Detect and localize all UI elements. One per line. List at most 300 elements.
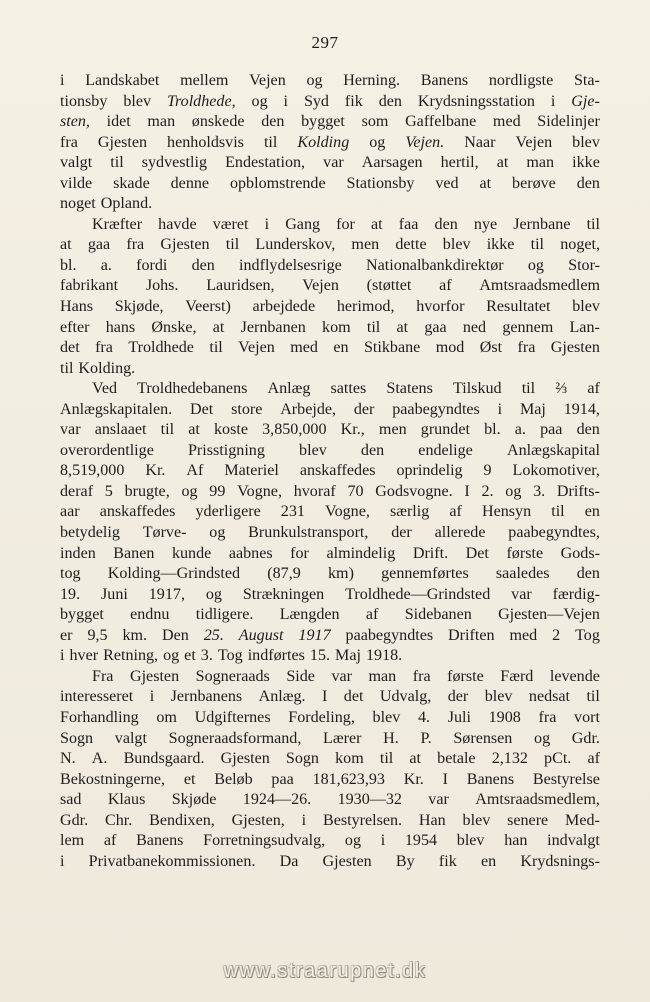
word: ikke [486,236,515,254]
word: Forretningsudvalg, [203,832,326,850]
word: 231 [280,503,305,521]
word: var [323,154,344,172]
text-line [60,174,600,195]
word: hvoraf [293,482,336,500]
word: indførtes [247,647,305,665]
word: i [550,92,556,110]
word: mellem [180,72,229,89]
word: første [447,667,484,685]
word: Af [186,462,204,480]
word: Bendixen, [149,811,215,829]
word: yderligere [195,503,261,521]
body-text [60,71,600,872]
word: Gjesten—Vejen [498,606,600,624]
word: en [333,339,349,357]
word: man [147,113,176,131]
word: sten, [60,113,90,131]
word: for [290,544,309,562]
word: havde [158,215,197,233]
word: Tog [575,626,600,644]
word: saaledes [495,565,550,583]
word: efter [60,318,90,336]
word: Krydsnings- [520,852,600,870]
text-line [60,318,600,339]
word: tionsby [60,92,108,110]
text-line [60,605,600,626]
word: mod [435,339,465,357]
word: Vejen. [405,133,445,151]
word: faa [398,215,419,233]
word: ønskede [191,113,245,131]
word: til [530,236,545,254]
word: Skjøde, [114,298,164,316]
text-line [60,523,600,544]
word: Udgifternes [194,708,271,726]
text-line [60,215,600,236]
word: indvalgt [547,832,600,850]
word: Amtsraadsmedlem, [475,791,600,809]
word: at [409,750,422,768]
word: indflydelsesrige [239,256,342,274]
text-line [60,811,600,832]
word: aabnes [228,544,273,562]
word: bl. [484,421,501,439]
text-line [60,708,600,729]
word: Gang [285,215,321,233]
text-line [60,420,600,441]
word: Gdr. [571,729,600,747]
word: hvorfor [416,298,465,316]
word: henholdsvis [167,133,244,151]
word: noget, [560,236,600,254]
word: skade [113,174,150,192]
word: 25. [203,626,224,644]
word: Side [286,667,315,685]
word: til [209,339,223,357]
text-line [60,564,600,585]
word: Fordeling, [288,708,355,726]
word: Beløb [214,770,253,788]
word: men [351,236,380,254]
word: 15. [309,647,331,665]
word: Drifts- [556,482,600,500]
word: Bestyrelse [532,770,600,788]
text-line [60,194,600,215]
word: Banens [420,72,469,89]
word: 99 [209,482,226,500]
word: Vogne, [237,482,282,500]
word: Vejen [515,133,553,151]
word: Driften [448,626,495,644]
word: fordi [136,256,168,274]
page-number: 297 [311,33,339,52]
word: særlig [389,503,430,521]
word: 2 [552,626,561,644]
word: anslaaet [94,421,147,439]
word: Drift. [412,544,449,562]
word: Krydsningsstation [417,92,535,110]
word: Den [162,626,189,644]
word: Forhandling [60,708,139,726]
word: Maj [519,400,546,418]
word: Han [418,811,446,829]
word: til [60,359,74,377]
word: et [184,647,196,665]
word: Stikbane [363,339,421,357]
text-line [60,482,600,503]
word: Lauridsen, [206,277,275,295]
word: noget [60,195,96,213]
word: i [301,811,307,829]
text-line [60,646,600,667]
word: Godsvogne. [375,482,453,500]
word: By [395,852,415,870]
word: valgt [114,729,147,747]
text-line [60,400,600,421]
word: Gjesten, [231,811,285,829]
word: af [449,503,462,521]
word: fabrikant [60,277,119,295]
word: er [60,626,73,644]
word: sattes [330,380,367,398]
word: Ved [92,380,118,398]
word: Gods- [560,544,600,562]
word: paabegyndtes [345,626,434,644]
word: a. [100,256,112,274]
word: Nationalbankdirektør [366,256,504,274]
text-line [60,112,600,133]
word: det [60,339,80,357]
text-line [60,235,600,256]
text-line [60,133,600,154]
word: Johs. [145,277,179,295]
word: Vejen [249,72,286,89]
word: Sogneraadsformand, [168,729,302,747]
website-watermark: www.straarupnet.dk [223,960,427,982]
word: og [163,647,180,665]
word: Privatbanekommissionen. [88,852,256,870]
word: Lærer [323,729,362,747]
word: gaa [87,236,111,254]
word: almindelig [326,544,396,562]
word: Sogneraads [195,667,270,685]
word: tog [60,565,81,583]
word: Vogne, [325,503,370,521]
text-line [60,297,600,318]
word: Øst [479,339,503,357]
word: Sidebanen [404,606,472,624]
word: Stationsby [346,174,415,192]
word: Banens [466,770,515,788]
word: vort [574,708,600,726]
word: (87,9 [267,565,301,583]
word: Jernbanens [170,688,243,706]
text-line [60,729,600,750]
text-line [60,831,600,852]
word: August [238,626,284,644]
word: 9 [483,462,492,480]
word: gennem [502,318,554,336]
word: Udvalg, [379,688,432,706]
text-line [60,256,600,277]
word: var [331,667,353,685]
word: endelige [418,441,473,459]
word: en [480,852,497,870]
word: blev [462,811,491,829]
word: Anlægskapital [506,441,600,459]
word: N. [60,750,76,768]
word: til [586,215,600,233]
word: i [149,688,155,706]
word: men [378,421,407,439]
word: at [212,318,225,336]
text-line [60,626,600,647]
word: at [496,154,509,172]
word: Anlæg. [258,688,306,706]
word: 3. [533,482,546,500]
word: bygget [301,113,345,131]
word: 3,850,000 [262,421,327,439]
word: til [110,154,124,172]
word: paabegyndtes, [508,524,600,542]
word: vilde [60,174,93,192]
word: blev [442,236,471,254]
word: Anlæg [267,380,311,398]
word: og [505,482,522,500]
word: i [60,72,65,89]
word: Endestation, [225,154,306,172]
word: Gjesten [129,667,180,685]
word: paabegyndtes [392,400,480,418]
word: grundet [420,421,470,439]
word: Amtsraadsmedlem [479,277,600,295]
word: denne [170,174,210,192]
text-line [60,687,600,708]
text-line [60,461,600,482]
word: der [353,400,375,418]
word: Med- [565,811,600,829]
word: den [261,113,285,131]
word: Lan- [569,318,600,336]
word: Landskabet [85,72,160,89]
word: fra [517,339,536,357]
word: Det [190,400,214,418]
word: 70 [347,482,364,500]
word: været [212,215,249,233]
word: Kr., [340,421,365,439]
word: gaa [424,318,447,336]
word: og [369,133,386,151]
word: man [526,154,555,172]
word: Materiel [224,462,279,480]
word: hertil, [440,154,479,172]
word: Troldhede [128,339,194,357]
word: Fra [92,667,114,685]
word: Tog [217,647,243,665]
word: Kolding—Grindsted [107,565,241,583]
word: at [396,318,409,336]
word: arbejdede [252,298,316,316]
word: til [160,421,175,439]
word: nordligste [488,72,554,89]
text-line [60,441,600,462]
word: var [60,421,81,439]
word: til [521,380,536,398]
word: 181,623,93 [312,770,385,788]
word: Naar [464,133,496,151]
word: Veerst) [185,298,231,316]
word: tidligere. [195,606,254,624]
word: Troldhede—Grindsted [345,585,491,603]
word: nedsat [528,688,571,706]
word: at [371,215,383,233]
word: Gaffelbane [405,113,477,131]
word: og [209,524,226,542]
word: H. [383,729,399,747]
word: den [360,441,385,459]
word: 1917, [148,585,185,603]
word: Sørensen [453,729,513,747]
word: blev [123,92,152,110]
word: Jernbane [513,215,571,233]
word: Færd [500,667,534,685]
word: den [191,256,215,274]
word: til [551,503,565,521]
word: berøve [512,174,556,192]
word: Lokomotiver, [512,462,600,480]
word: Kr. [145,462,166,480]
word: Brunkulstransport, [248,524,369,542]
word: en [584,503,600,521]
word: opblomstrende [229,174,326,192]
word: I [464,482,470,500]
text-line [60,770,600,791]
word: Kolding [297,133,350,151]
word: den [434,215,458,233]
text-line [60,92,600,113]
word: i [497,400,503,418]
word: i [60,852,65,870]
word: fra [60,133,78,151]
word: Strækningen [242,585,325,603]
word: at [60,236,72,254]
word: levende [549,667,600,685]
word: af [103,832,117,850]
text-line [60,276,600,297]
word: aar [60,503,80,521]
word: Gjesten [160,236,210,254]
word: Juli [447,708,471,726]
word: med [290,339,318,357]
text-line [60,359,600,380]
text-line [60,338,600,359]
word: (støttet [366,277,412,295]
word: og [205,585,222,603]
word: fra [412,667,431,685]
word: anskaffedes [299,462,376,480]
word: Resultatet [486,298,551,316]
word: i [60,647,65,665]
word: inden [60,544,96,562]
word: var [511,585,532,603]
text-line [60,502,600,523]
word: den [576,565,600,583]
word: den [378,92,402,110]
word: Vejen [238,339,275,357]
word: Tørve- [142,524,187,542]
word: fra [95,339,113,357]
word: brugte, [124,482,170,500]
text-line [60,667,600,688]
word: man [368,667,397,685]
word: til [379,750,394,768]
word: Herning. [343,72,401,89]
word: at [188,421,200,439]
word: og [534,729,551,747]
word: Bekostningerne, [60,770,166,788]
word: ⅔ [555,380,568,398]
word: Skjøde [171,791,217,809]
word: 4. [417,708,431,726]
word: til [586,688,600,706]
word: Aarsagen [361,154,423,172]
word: dette [395,236,427,254]
word: paa [271,770,294,788]
word: til [263,133,278,151]
word: I [442,770,448,788]
word: Statens [386,380,433,398]
word: Arbejde, [280,400,337,418]
word: som [361,113,389,131]
word: 1918. [365,647,403,665]
word: af [587,750,600,768]
word: bl. [60,256,77,274]
word: og [344,832,361,850]
word: 3. [200,647,213,665]
word: Da [279,852,299,870]
word: i [283,92,289,110]
word: Længden [279,606,340,624]
word: Banen [113,544,155,562]
word: Kræfter [92,215,143,233]
word: km. [122,626,148,644]
word: Gdr. [60,811,89,829]
word: a. [514,421,526,439]
word: deraf [60,482,94,500]
word: Kr. [403,770,424,788]
word: 2. [481,482,494,500]
word: Chr. [105,811,133,829]
word: fik [344,92,363,110]
word: blev [372,708,401,726]
text-line [60,749,600,770]
text-line [60,544,600,565]
word: med [492,113,521,131]
word: den [576,421,600,439]
text-line [60,790,600,811]
word: Retning, [103,647,159,665]
word: kom [335,750,364,768]
word: sad [60,791,82,809]
word: fik [438,852,457,870]
word: han [504,832,528,850]
word: 1924—26. [242,791,312,809]
word: det [343,688,364,706]
word: 9,5 [87,626,108,644]
word: Anlægskapitalen. [60,400,173,418]
word: blev [572,298,600,316]
word: oprindelig [396,462,463,480]
